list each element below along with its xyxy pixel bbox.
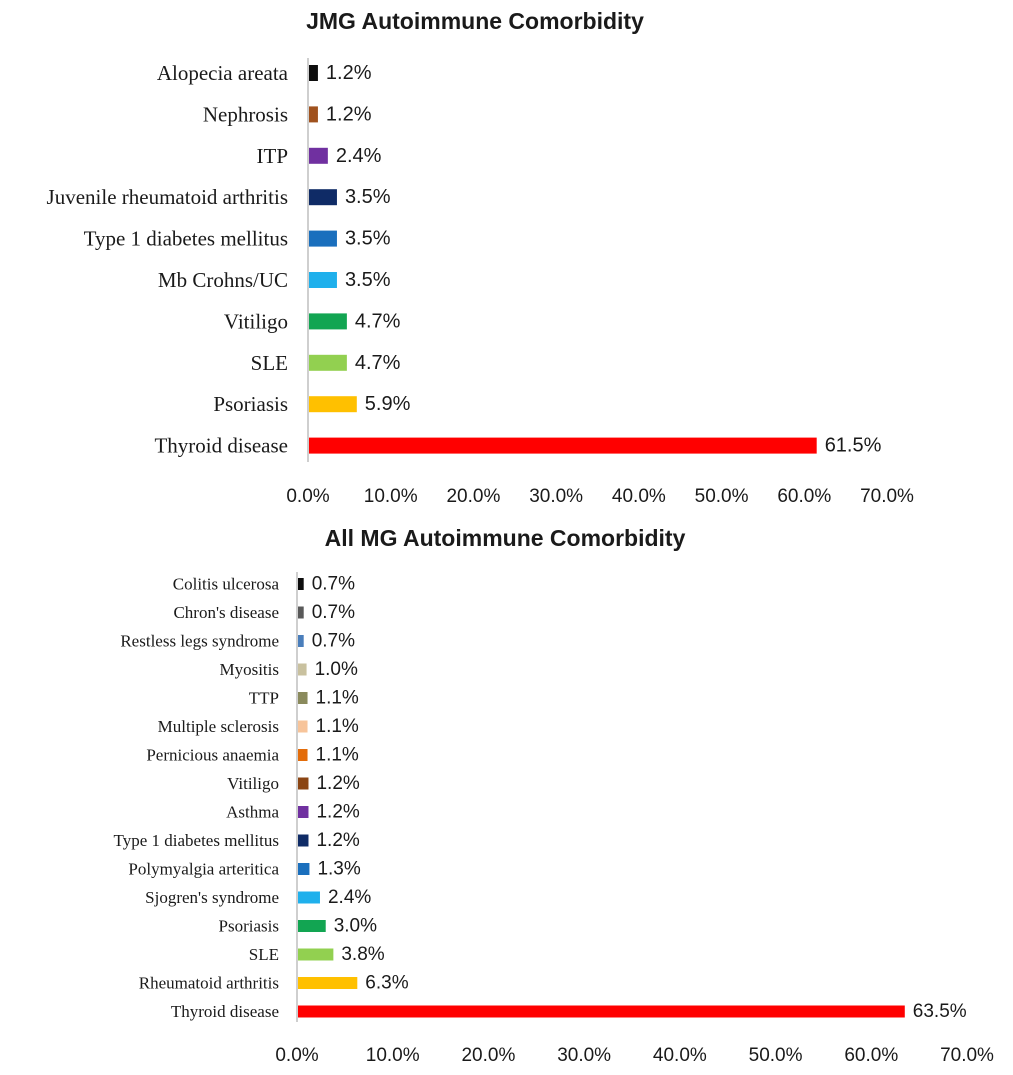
bar bbox=[309, 148, 328, 164]
data-label: 0.7% bbox=[311, 573, 356, 595]
x-tick-label: 40.0% bbox=[652, 1045, 707, 1066]
bar bbox=[298, 692, 308, 704]
category-label: Psoriasis bbox=[213, 392, 288, 417]
x-tick-label: 40.0% bbox=[611, 486, 666, 507]
x-tick-label: 20.0% bbox=[446, 486, 501, 507]
bar bbox=[309, 189, 337, 205]
data-label: 0.7% bbox=[311, 630, 356, 652]
data-label: 3.5% bbox=[344, 227, 391, 250]
category-label: Alopecia areata bbox=[156, 61, 288, 85]
bar bbox=[309, 272, 337, 288]
category-label: Type 1 diabetes mellitus bbox=[113, 831, 279, 850]
category-label: Asthma bbox=[226, 802, 279, 822]
bar bbox=[298, 949, 333, 961]
data-label: 1.1% bbox=[315, 716, 359, 737]
category-label: Colitis ulcerosa bbox=[172, 574, 279, 594]
data-label: 1.2% bbox=[325, 62, 372, 84]
category-label: Juvenile rheumatoid arthritis bbox=[46, 185, 288, 210]
data-label: 1.2% bbox=[325, 103, 372, 126]
x-tick-label: 30.0% bbox=[557, 1045, 612, 1066]
chart-title: JMG Autoimmune Comorbidity bbox=[306, 8, 644, 34]
bar bbox=[298, 721, 308, 733]
data-label: 1.2% bbox=[316, 801, 360, 823]
data-label: 1.2% bbox=[316, 773, 360, 794]
bar bbox=[309, 65, 318, 81]
category-label: Chron's disease bbox=[173, 603, 279, 622]
bar bbox=[298, 578, 304, 590]
chart-2 bbox=[114, 525, 995, 1066]
data-label: 1.0% bbox=[314, 659, 358, 680]
bar bbox=[298, 920, 326, 932]
x-tick-label: 60.0% bbox=[844, 1045, 899, 1066]
x-tick-label: 10.0% bbox=[363, 486, 418, 507]
category-label: Multiple sclerosis bbox=[157, 717, 279, 736]
category-label: TTP bbox=[248, 688, 279, 708]
x-tick-label: 0.0% bbox=[286, 486, 330, 507]
bar bbox=[298, 1006, 905, 1018]
x-tick-label: 50.0% bbox=[748, 1045, 803, 1066]
data-label: 0.7% bbox=[311, 602, 356, 623]
x-tick-label: 50.0% bbox=[694, 486, 749, 507]
bar bbox=[309, 231, 337, 247]
data-label: 2.4% bbox=[327, 887, 372, 908]
category-label: SLE bbox=[250, 350, 288, 375]
bar bbox=[298, 806, 308, 818]
bar bbox=[298, 835, 308, 847]
x-tick-label: 10.0% bbox=[365, 1045, 420, 1066]
bar bbox=[298, 977, 357, 989]
data-label: 6.3% bbox=[365, 972, 409, 994]
bar bbox=[298, 863, 309, 875]
data-label: 3.8% bbox=[341, 944, 385, 965]
category-label: Thyroid disease bbox=[170, 1002, 279, 1021]
category-label: Polymyalgia arteritica bbox=[128, 859, 279, 879]
data-label: 5.9% bbox=[364, 393, 411, 416]
category-label: Rheumatoid arthritis bbox=[138, 973, 279, 993]
category-label: Vitiligo bbox=[223, 309, 288, 334]
data-label: 3.5% bbox=[344, 269, 391, 291]
data-label: 1.1% bbox=[315, 687, 359, 709]
category-label: ITP bbox=[256, 143, 288, 168]
chart-title: All MG Autoimmune Comorbidity bbox=[324, 525, 686, 551]
data-label: 63.5% bbox=[912, 1001, 967, 1022]
bar bbox=[298, 664, 307, 676]
data-label: 61.5% bbox=[824, 434, 882, 457]
bar bbox=[298, 607, 304, 619]
bar bbox=[298, 892, 320, 904]
bar bbox=[309, 355, 347, 371]
category-label: Vitiligo bbox=[227, 774, 279, 793]
bar bbox=[298, 778, 308, 790]
category-label: Myositis bbox=[219, 660, 279, 679]
data-label: 1.3% bbox=[317, 858, 361, 880]
data-label: 4.7% bbox=[354, 310, 401, 333]
category-label: Restless legs syndrome bbox=[120, 631, 279, 651]
category-label: Nephrosis bbox=[202, 102, 288, 127]
x-tick-label: 20.0% bbox=[461, 1045, 516, 1066]
category-label: Sjogren's syndrome bbox=[145, 888, 279, 907]
category-label: Mb Crohns/UC bbox=[157, 268, 288, 292]
x-tick-label: 0.0% bbox=[275, 1045, 319, 1066]
bar bbox=[309, 396, 357, 412]
x-tick-label: 60.0% bbox=[777, 486, 832, 507]
bar bbox=[309, 313, 347, 329]
category-label: Pernicious anaemia bbox=[146, 745, 279, 765]
x-tick-label: 70.0% bbox=[940, 1045, 994, 1066]
x-tick-label: 30.0% bbox=[529, 486, 584, 507]
data-label: 4.7% bbox=[354, 351, 401, 374]
bar bbox=[309, 438, 817, 454]
bar bbox=[298, 635, 304, 647]
data-label: 1.1% bbox=[315, 744, 359, 766]
bar bbox=[309, 106, 318, 122]
data-label: 1.2% bbox=[316, 830, 360, 851]
data-label: 3.5% bbox=[344, 186, 391, 209]
bar bbox=[298, 749, 308, 761]
data-label: 3.0% bbox=[333, 915, 378, 937]
chart-1 bbox=[47, 8, 914, 507]
data-label: 2.4% bbox=[335, 144, 382, 167]
x-tick-label: 70.0% bbox=[860, 486, 914, 507]
category-label: Psoriasis bbox=[218, 916, 279, 936]
category-label: Type 1 diabetes mellitus bbox=[83, 226, 288, 251]
category-label: SLE bbox=[248, 945, 279, 964]
category-label: Thyroid disease bbox=[154, 433, 288, 458]
